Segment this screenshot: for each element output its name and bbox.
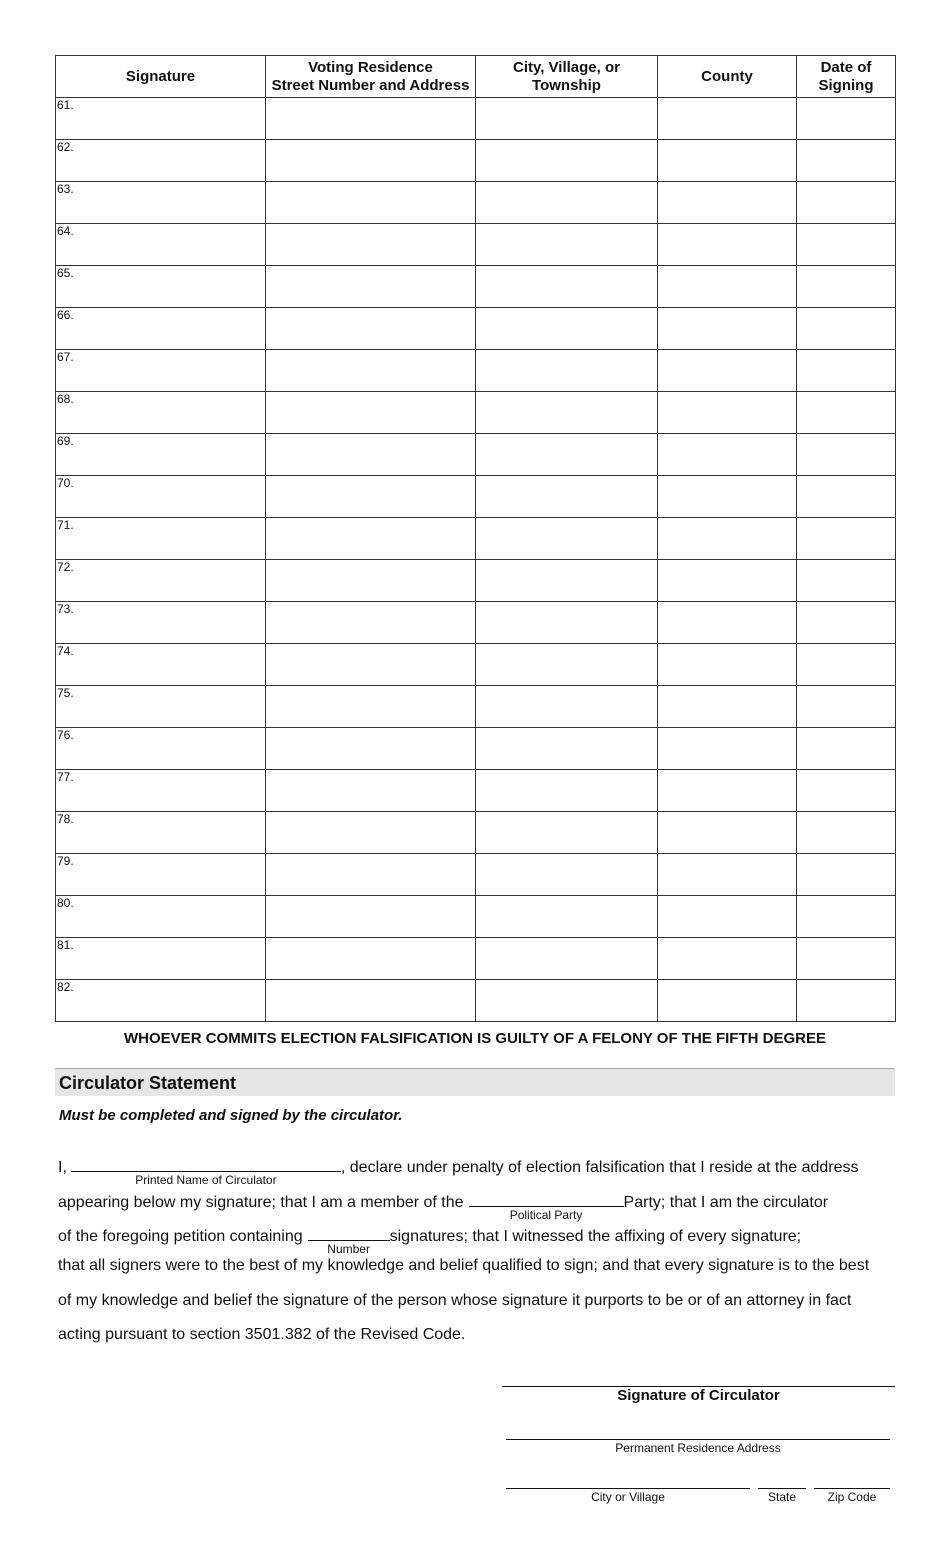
row-number: 81. bbox=[57, 938, 74, 952]
table-row bbox=[56, 560, 896, 602]
residence-address-label: Permanent Residence Address bbox=[615, 1441, 781, 1455]
statement-line-4: that all signers were to the best of my knowledge and belief qualified to sign; and that every signature is to the best bbox=[58, 1257, 870, 1274]
street-address-cell[interactable] bbox=[266, 896, 476, 938]
county-cell[interactable] bbox=[658, 686, 797, 728]
street-address-cell[interactable] bbox=[266, 308, 476, 350]
street-address-cell[interactable] bbox=[266, 140, 476, 182]
date-cell[interactable] bbox=[797, 644, 896, 686]
table-row bbox=[56, 266, 896, 308]
circulator-instruction: Must be completed and signed by the circulator. bbox=[59, 1107, 403, 1124]
table-row bbox=[56, 602, 896, 644]
table-row bbox=[56, 938, 896, 980]
county-cell[interactable] bbox=[658, 98, 797, 140]
state-line[interactable] bbox=[758, 1488, 806, 1489]
county-cell[interactable] bbox=[658, 308, 797, 350]
city-label: City or Village bbox=[591, 1490, 665, 1504]
city-cell[interactable] bbox=[476, 770, 658, 812]
street-address-cell[interactable] bbox=[266, 350, 476, 392]
table-row bbox=[56, 350, 896, 392]
table-row bbox=[56, 224, 896, 266]
statement-line-5: of my knowledge and belief the signature of the person whose signature it purports to be or of an attorney in fact bbox=[58, 1292, 852, 1309]
signature-cell[interactable] bbox=[56, 266, 266, 308]
city-cell[interactable] bbox=[476, 182, 658, 224]
signature-cell[interactable] bbox=[56, 644, 266, 686]
row-number: 61. bbox=[57, 98, 74, 112]
row-number: 63. bbox=[57, 182, 74, 196]
table-row bbox=[56, 308, 896, 350]
date-cell[interactable] bbox=[797, 770, 896, 812]
zip-line[interactable] bbox=[814, 1488, 890, 1489]
county-cell[interactable] bbox=[658, 392, 797, 434]
row-number: 79. bbox=[57, 854, 74, 868]
row-number: 72. bbox=[57, 560, 74, 574]
date-cell[interactable] bbox=[797, 140, 896, 182]
header-voting-residence: Voting Residence Street Number and Address bbox=[266, 56, 476, 98]
city-cell[interactable] bbox=[476, 812, 658, 854]
street-address-cell[interactable] bbox=[266, 770, 476, 812]
street-address-cell[interactable] bbox=[266, 434, 476, 476]
row-number: 65. bbox=[57, 266, 74, 280]
row-number: 82. bbox=[57, 980, 74, 994]
statement-line-3: of the foregoing petition containing Number signatures; that I witnessed the affixing of every signature; bbox=[58, 1222, 801, 1246]
signature-cell[interactable] bbox=[56, 140, 266, 182]
table-row bbox=[56, 854, 896, 896]
signature-cell[interactable] bbox=[56, 98, 266, 140]
row-number: 80. bbox=[57, 896, 74, 910]
street-address-cell[interactable] bbox=[266, 182, 476, 224]
felony-warning: WHOEVER COMMITS ELECTION FALSIFICATION IS GUILTY OF A FELONY OF THE FIFTH DEGREE bbox=[124, 1030, 826, 1047]
county-cell[interactable] bbox=[658, 770, 797, 812]
county-cell[interactable] bbox=[658, 476, 797, 518]
table-row bbox=[56, 980, 896, 1022]
table-row bbox=[56, 140, 896, 182]
county-cell[interactable] bbox=[658, 896, 797, 938]
row-number: 70. bbox=[57, 476, 74, 490]
row-number: 75. bbox=[57, 686, 74, 700]
header-signature: Signature bbox=[56, 56, 266, 98]
street-address-cell[interactable] bbox=[266, 392, 476, 434]
table-row bbox=[56, 728, 896, 770]
printed-name-field[interactable]: Printed Name of Circulator bbox=[71, 1153, 341, 1172]
row-number: 62. bbox=[57, 140, 74, 154]
county-cell[interactable] bbox=[658, 266, 797, 308]
street-address-cell[interactable] bbox=[266, 686, 476, 728]
zip-label: Zip Code bbox=[827, 1490, 877, 1504]
county-cell[interactable] bbox=[658, 938, 797, 980]
city-cell[interactable] bbox=[476, 266, 658, 308]
date-cell[interactable] bbox=[797, 980, 896, 1022]
table-row bbox=[56, 896, 896, 938]
row-number: 69. bbox=[57, 434, 74, 448]
county-cell[interactable] bbox=[658, 812, 797, 854]
county-cell[interactable] bbox=[658, 602, 797, 644]
street-address-cell[interactable] bbox=[266, 938, 476, 980]
row-number: 76. bbox=[57, 728, 74, 742]
residence-address-line[interactable] bbox=[506, 1439, 890, 1440]
table-row bbox=[56, 770, 896, 812]
city-cell[interactable] bbox=[476, 896, 658, 938]
date-cell[interactable] bbox=[797, 938, 896, 980]
city-cell[interactable] bbox=[476, 560, 658, 602]
date-cell[interactable] bbox=[797, 224, 896, 266]
city-cell[interactable] bbox=[476, 728, 658, 770]
header-city: City, Village, or Township bbox=[476, 56, 658, 98]
section-title: Circulator Statement bbox=[59, 1073, 237, 1093]
row-number: 73. bbox=[57, 602, 74, 616]
county-cell[interactable] bbox=[658, 644, 797, 686]
date-cell[interactable] bbox=[797, 560, 896, 602]
city-cell[interactable] bbox=[476, 602, 658, 644]
row-number: 64. bbox=[57, 224, 74, 238]
city-cell[interactable] bbox=[476, 350, 658, 392]
county-cell[interactable] bbox=[658, 350, 797, 392]
signature-cell[interactable] bbox=[56, 980, 266, 1022]
date-cell[interactable] bbox=[797, 602, 896, 644]
row-number: 74. bbox=[57, 644, 74, 658]
statement-line-6: acting pursuant to section 3501.382 of the Revised Code. bbox=[58, 1326, 466, 1343]
header-county: County bbox=[658, 56, 797, 98]
row-number: 78. bbox=[57, 812, 74, 826]
date-cell[interactable] bbox=[797, 686, 896, 728]
city-line[interactable] bbox=[506, 1488, 750, 1489]
circulator-section-header bbox=[55, 1068, 895, 1096]
date-cell[interactable] bbox=[797, 308, 896, 350]
row-number: 67. bbox=[57, 350, 74, 364]
signature-cell[interactable] bbox=[56, 224, 266, 266]
county-cell[interactable] bbox=[658, 182, 797, 224]
street-address-cell[interactable] bbox=[266, 854, 476, 896]
state-label: State bbox=[767, 1490, 797, 1504]
county-cell[interactable] bbox=[658, 728, 797, 770]
street-address-cell[interactable] bbox=[266, 560, 476, 602]
street-address-cell[interactable] bbox=[266, 98, 476, 140]
date-cell[interactable] bbox=[797, 476, 896, 518]
header-date: Date of Signing bbox=[797, 56, 896, 98]
signature-cell[interactable] bbox=[56, 812, 266, 854]
signature-cell[interactable] bbox=[56, 728, 266, 770]
row-number: 77. bbox=[57, 770, 74, 784]
row-number: 71. bbox=[57, 518, 74, 532]
signature-cell[interactable] bbox=[56, 896, 266, 938]
county-cell[interactable] bbox=[658, 518, 797, 560]
city-cell[interactable] bbox=[476, 434, 658, 476]
county-cell[interactable] bbox=[658, 560, 797, 602]
table-row bbox=[56, 686, 896, 728]
signature-cell[interactable] bbox=[56, 854, 266, 896]
signature-cell[interactable] bbox=[56, 182, 266, 224]
signature-cell[interactable] bbox=[56, 350, 266, 392]
city-cell[interactable] bbox=[476, 980, 658, 1022]
city-cell[interactable] bbox=[476, 476, 658, 518]
date-cell[interactable] bbox=[797, 98, 896, 140]
date-cell[interactable] bbox=[797, 266, 896, 308]
street-address-cell[interactable] bbox=[266, 518, 476, 560]
county-cell[interactable] bbox=[658, 854, 797, 896]
signature-cell[interactable] bbox=[56, 770, 266, 812]
table-row bbox=[56, 644, 896, 686]
signature-cell[interactable] bbox=[56, 602, 266, 644]
signature-cell[interactable] bbox=[56, 392, 266, 434]
signature-of-circulator-label: Signature of Circulator bbox=[617, 1387, 780, 1404]
statement-line-2: appearing below my signature; that I am a member of the Political Party Party; that I am the circulator bbox=[58, 1188, 828, 1212]
date-cell[interactable] bbox=[797, 350, 896, 392]
date-cell[interactable] bbox=[797, 518, 896, 560]
table-header-row bbox=[56, 56, 896, 98]
signature-cell[interactable] bbox=[56, 434, 266, 476]
city-cell[interactable] bbox=[476, 938, 658, 980]
signature-cell[interactable] bbox=[56, 476, 266, 518]
street-address-cell[interactable] bbox=[266, 224, 476, 266]
statement-line-1: I, Printed Name of Circulator , declare under penalty of election falsification that I reside at the address bbox=[58, 1153, 859, 1177]
date-cell[interactable] bbox=[797, 182, 896, 224]
street-address-cell[interactable] bbox=[266, 266, 476, 308]
city-cell[interactable] bbox=[476, 98, 658, 140]
city-cell[interactable] bbox=[476, 308, 658, 350]
date-cell[interactable] bbox=[797, 392, 896, 434]
county-cell[interactable] bbox=[658, 434, 797, 476]
table-row bbox=[56, 182, 896, 224]
street-address-cell[interactable] bbox=[266, 602, 476, 644]
signature-cell[interactable] bbox=[56, 518, 266, 560]
signature-cell[interactable] bbox=[56, 938, 266, 980]
date-cell[interactable] bbox=[797, 854, 896, 896]
table-row bbox=[56, 476, 896, 518]
date-cell[interactable] bbox=[797, 896, 896, 938]
city-cell[interactable] bbox=[476, 518, 658, 560]
date-cell[interactable] bbox=[797, 434, 896, 476]
table-row bbox=[56, 518, 896, 560]
city-cell[interactable] bbox=[476, 224, 658, 266]
signature-cell[interactable] bbox=[56, 560, 266, 602]
street-address-cell[interactable] bbox=[266, 980, 476, 1022]
date-cell[interactable] bbox=[797, 728, 896, 770]
row-number: 66. bbox=[57, 308, 74, 322]
city-cell[interactable] bbox=[476, 644, 658, 686]
signature-cell[interactable] bbox=[56, 686, 266, 728]
table-row bbox=[56, 392, 896, 434]
city-cell[interactable] bbox=[476, 686, 658, 728]
political-party-field[interactable]: Political Party bbox=[469, 1188, 624, 1207]
county-cell[interactable] bbox=[658, 140, 797, 182]
street-address-cell[interactable] bbox=[266, 728, 476, 770]
table-row bbox=[56, 434, 896, 476]
city-cell[interactable] bbox=[476, 140, 658, 182]
city-cell[interactable] bbox=[476, 854, 658, 896]
table-row bbox=[56, 812, 896, 854]
county-cell[interactable] bbox=[658, 224, 797, 266]
row-number: 68. bbox=[57, 392, 74, 406]
signature-table bbox=[55, 55, 896, 1022]
number-field[interactable]: Number bbox=[308, 1222, 390, 1241]
date-cell[interactable] bbox=[797, 812, 896, 854]
street-address-cell[interactable] bbox=[266, 476, 476, 518]
table-row bbox=[56, 98, 896, 140]
street-address-cell[interactable] bbox=[266, 812, 476, 854]
city-cell[interactable] bbox=[476, 392, 658, 434]
signature-cell[interactable] bbox=[56, 308, 266, 350]
street-address-cell[interactable] bbox=[266, 644, 476, 686]
county-cell[interactable] bbox=[658, 980, 797, 1022]
